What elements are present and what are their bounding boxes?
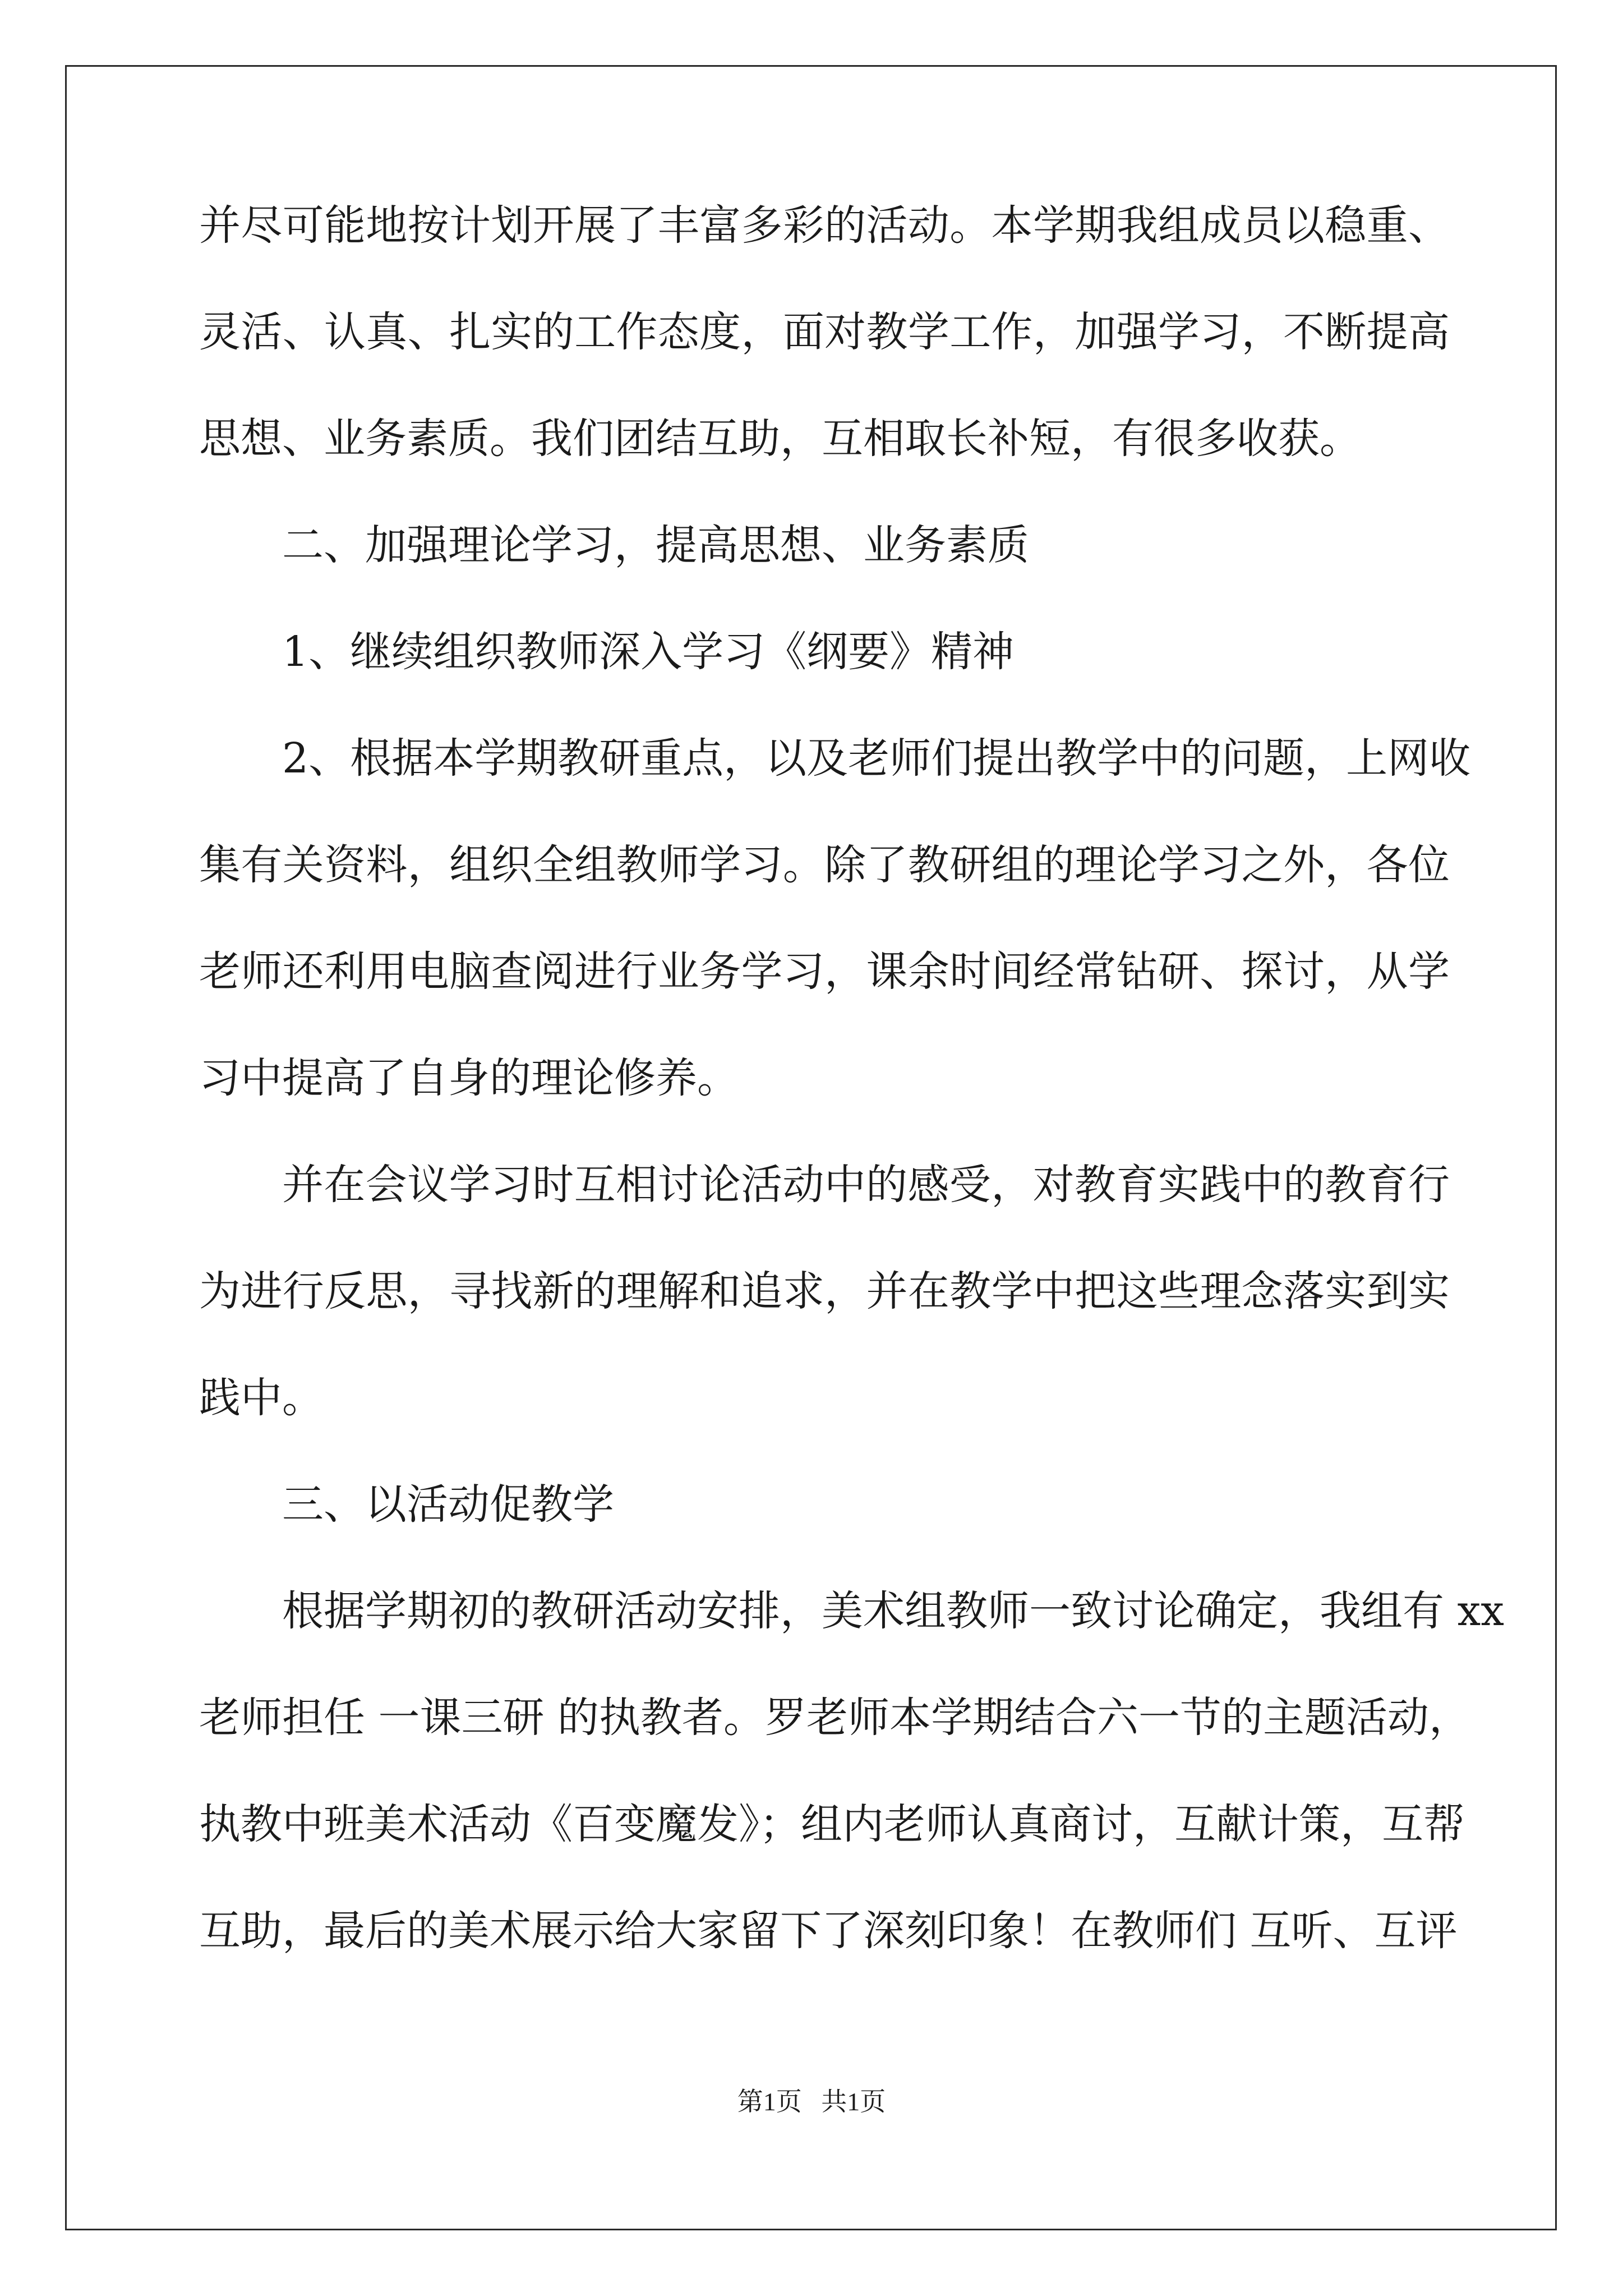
body-line: 灵活、认真、扎实的工作态度，面对教学工作，加强学习，不断提高 — [199, 308, 1450, 356]
list-item: 2、根据本学期教研重点，以及老师们提出教学中的问题，上网收 — [282, 734, 1471, 783]
section-heading: 三、以活动促教学 — [282, 1480, 614, 1529]
body-line: 老师还利用电脑查阅进行业务学习，课余时间经常钻研、探讨，从学 — [199, 947, 1450, 996]
paragraph-start: 根据学期初的教研活动安排，美术组教师一致讨论确定，我组有 xx — [282, 1587, 1504, 1635]
section-heading: 二、加强理论学习，提高思想、业务素质 — [282, 521, 1029, 569]
body-line: 集有关资料，组织全组教师学习。除了教研组的理论学习之外，各位 — [199, 841, 1450, 889]
body-line: 践中。 — [199, 1374, 324, 1422]
paragraph-start: 并在会议学习时互相讨论活动中的感受，对教育实践中的教育行 — [282, 1161, 1450, 1209]
body-line: 思想、业务素质。我们团结互助，互相取长补短，有很多收获。 — [199, 415, 1361, 463]
body-line: 并尽可能地按计划开展了丰富多彩的活动。本学期我组成员以稳重、 — [199, 201, 1450, 250]
body-line: 老师担任 一课三研 的执教者。罗老师本学期结合六一节的主题活动， — [199, 1694, 1471, 1742]
body-line: 互助，最后的美术展示给大家留下了深刻印象！在教师们 互听、互评 — [199, 1907, 1458, 1955]
body-line: 执教中班美术活动《百变魔发》；组内老师认真商讨，互献计策，互帮 — [199, 1800, 1465, 1848]
list-item: 1、继续组织教师深入学习《纲要》精神 — [282, 628, 1015, 676]
page-frame — [65, 65, 1557, 2230]
body-line: 习中提高了自身的理论修养。 — [199, 1054, 739, 1102]
body-line: 为进行反思，寻找新的理解和追求，并在教学中把这些理念落实到实 — [199, 1267, 1450, 1315]
page-number-footer: 第1页 共1页 — [737, 2087, 886, 2116]
